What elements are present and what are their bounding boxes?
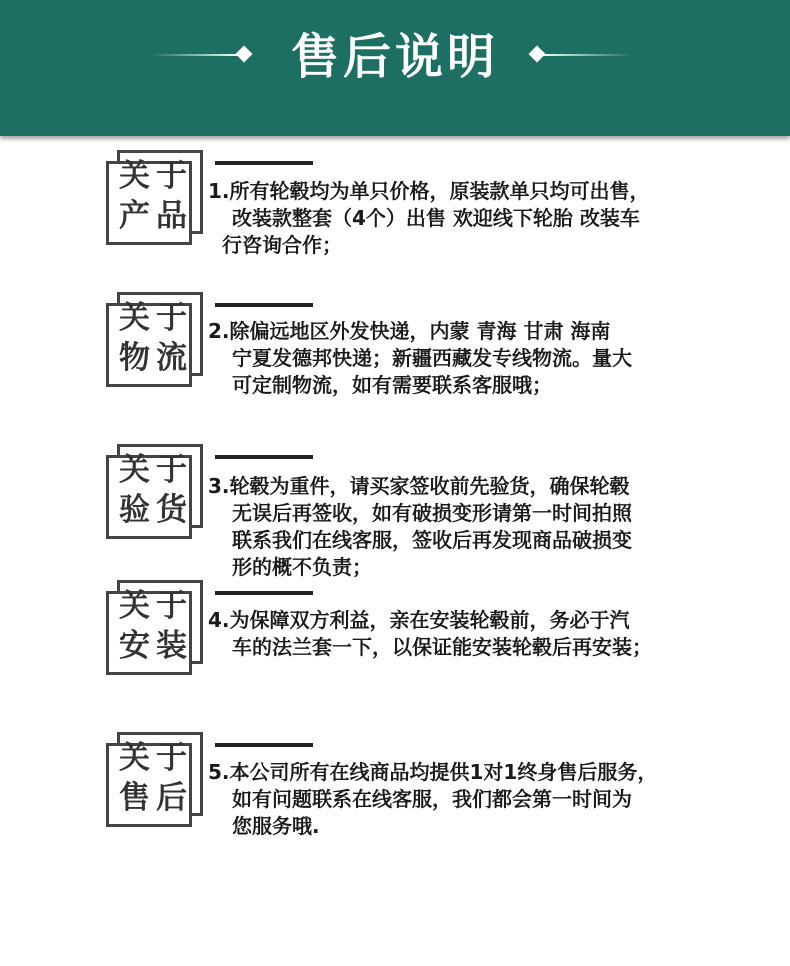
header-right-line	[540, 54, 632, 56]
header-banner	[0, 0, 790, 136]
section-body: 5.本公司所有在线商品均提供1对1终身售后服务， 如有问题联系在线客服，我们都会第一时间为 您服务哦.	[208, 760, 658, 838]
section-body: 1.所有轮毂均为单只价格，原装款单只均可出售， 改装款整套（4个）出售 欢迎线下轮胎 改装车 行咨询合作；	[208, 179, 650, 257]
badge-label: 关于 物流	[119, 300, 193, 376]
section-rule	[215, 455, 313, 459]
section-rule	[215, 743, 313, 747]
badge-label: 关于 安装	[119, 588, 193, 664]
badge-label: 关于 验货	[119, 452, 193, 528]
section-rule	[215, 303, 313, 307]
section-body: 4.为保障双方利益，亲在安装轮毂前，务必于汽 车的法兰套一下，以保证能安装轮毂后再安装；	[208, 608, 652, 659]
header-left-diamond	[236, 46, 253, 63]
header-left-line	[150, 54, 242, 56]
badge-label: 关于 产品	[119, 158, 193, 234]
badge-label: 关于 售后	[119, 740, 193, 816]
page-title: 售后说明	[290, 29, 499, 85]
section-rule	[215, 161, 313, 165]
section-body: 3.轮毂为重件，请买家签收前先验货，确保轮毂 无误后再签收，如有破损变形请第一时间拍照 联系我们在线客服，签收后再发现商品破损变 形的概不负责；	[208, 474, 632, 579]
section-body: 2.除偏远地区外发快递，内蒙 青海 甘肃 海南 宁夏发德邦快递；新疆西藏发专线物流。量大 可定制物流，如有需要联系客服哦；	[208, 319, 632, 397]
section-rule	[215, 591, 313, 595]
